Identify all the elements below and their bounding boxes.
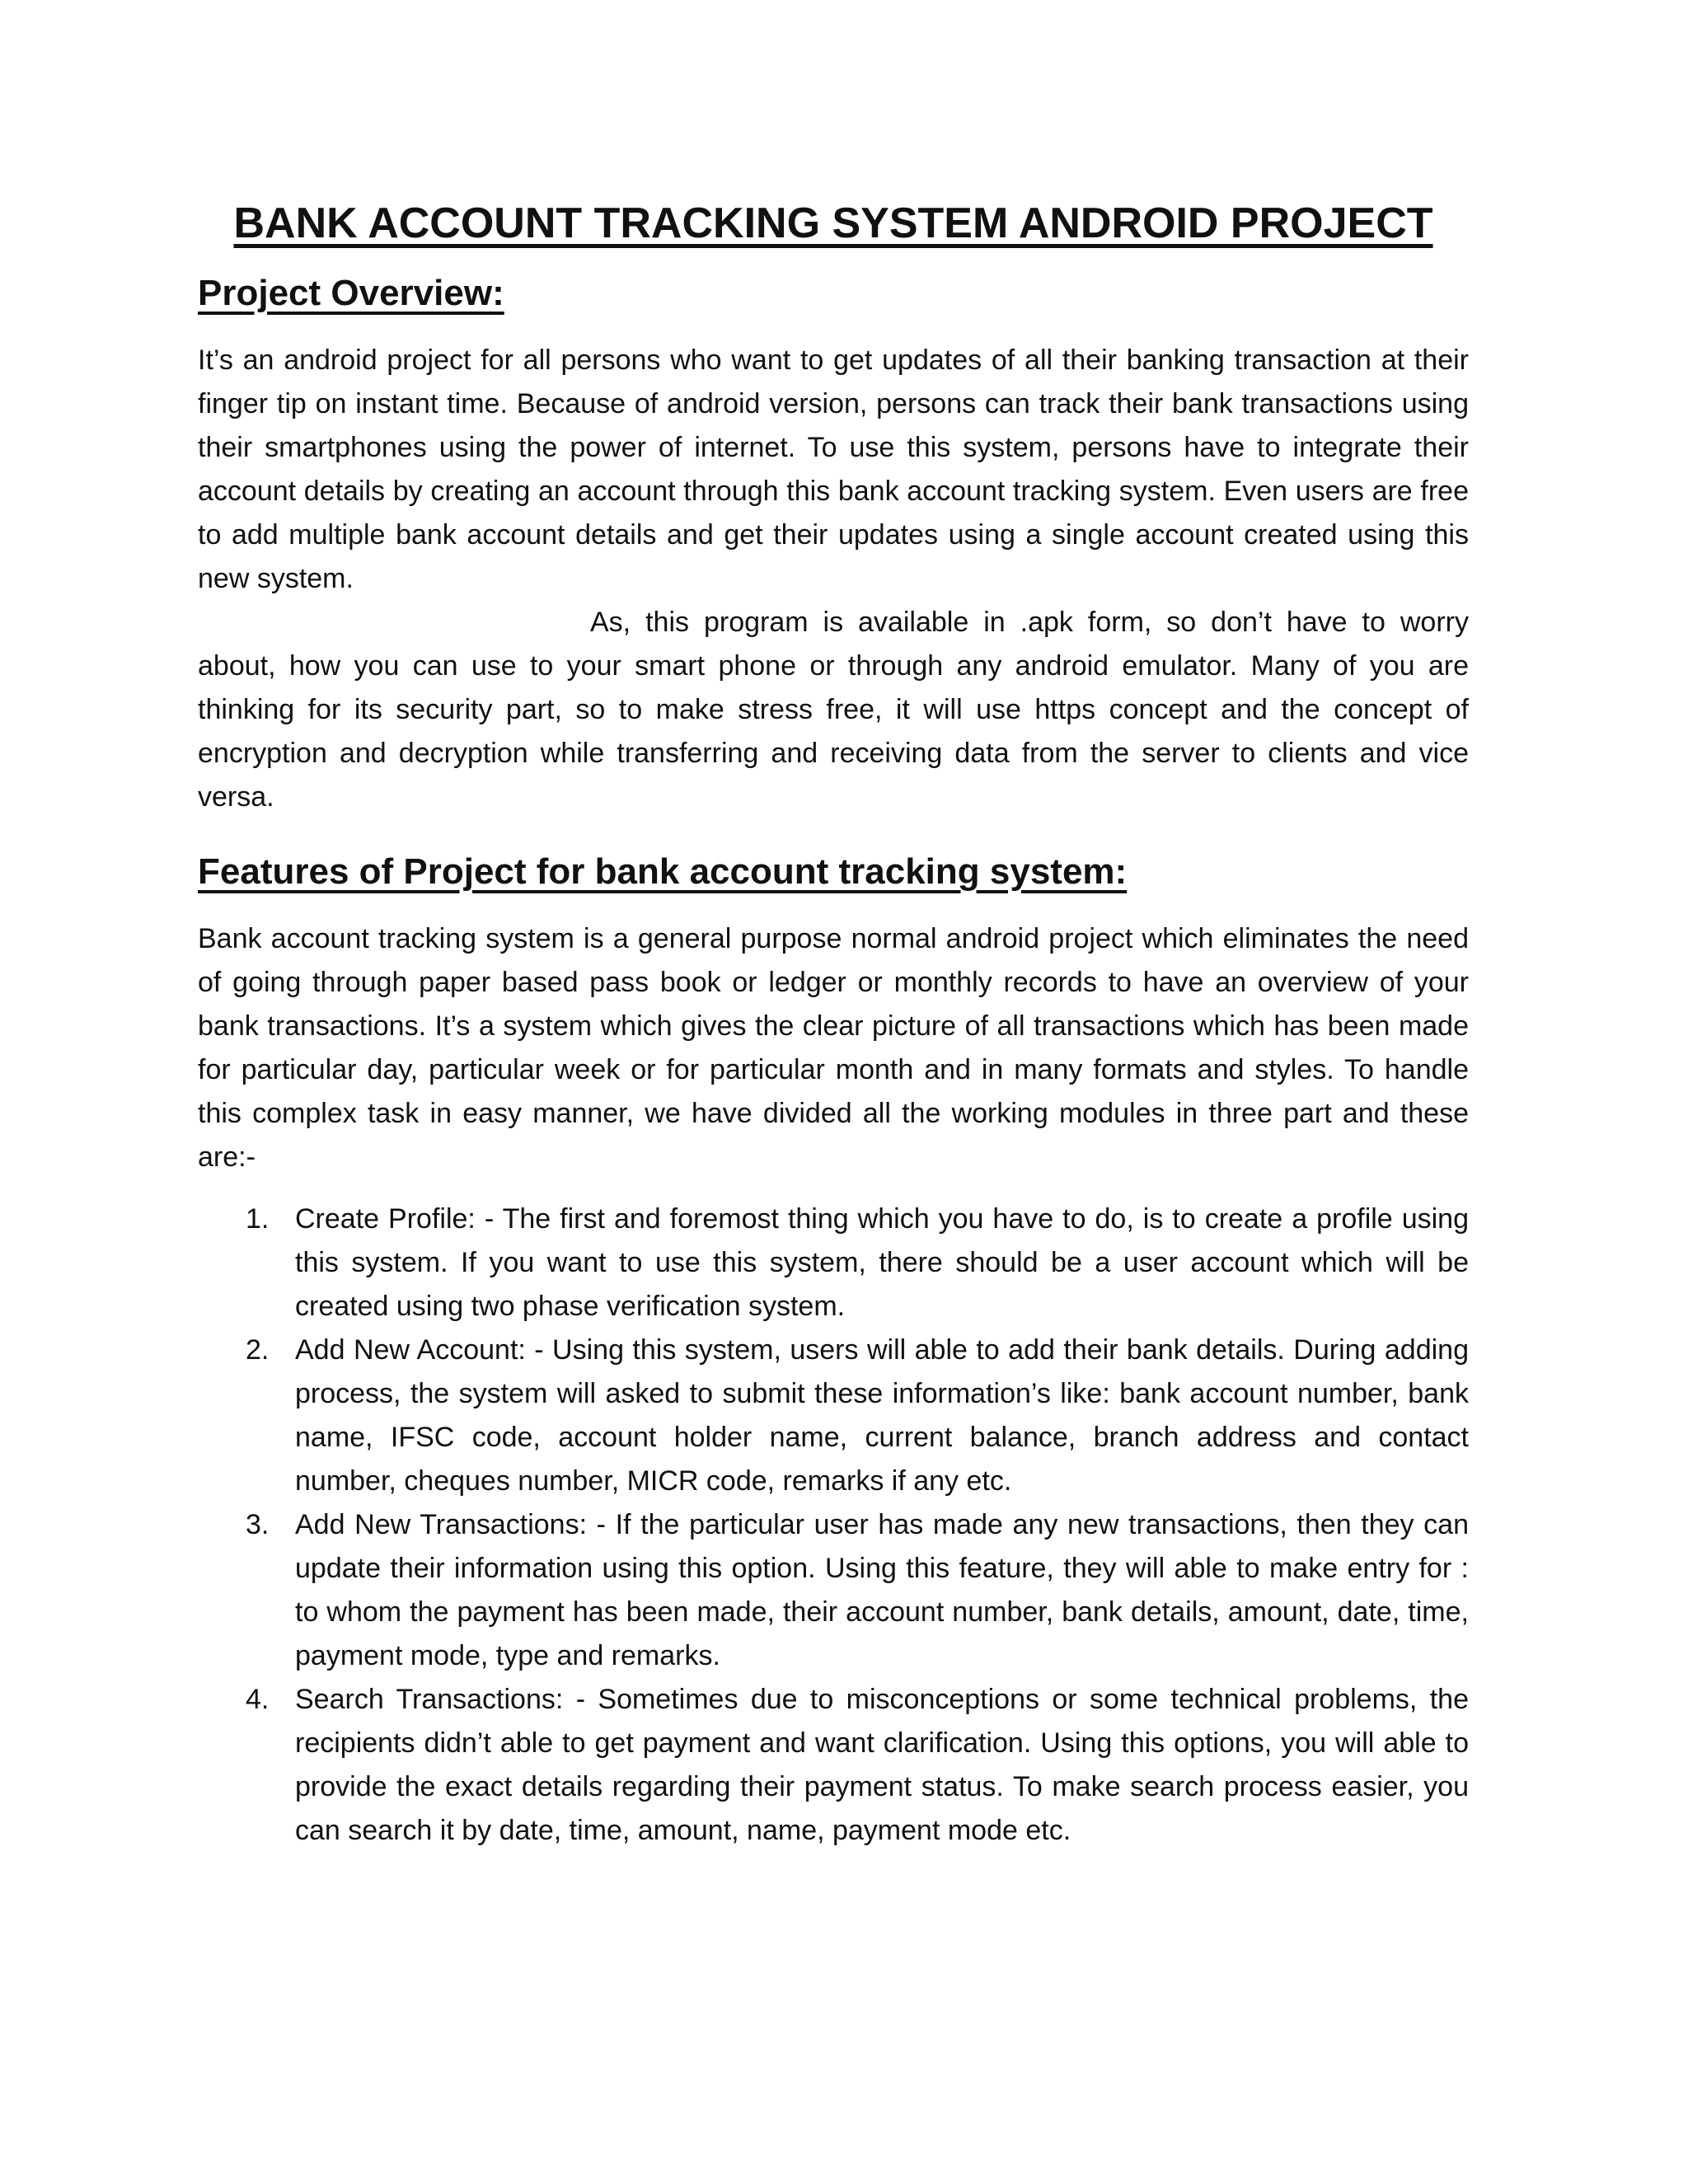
list-item-text: Add New Transactions: - If the particular user has made any new transactions, then they can update their information using this option. Using this feature, they will able to make entry for : to whom the payment has been made, their account number, bank details, amount, date, time, payment mode, type and remarks. <box>295 1508 1469 1671</box>
list-item-text: Add New Account: - Using this system, users will able to add their bank details. During adding process, the system will asked to submit these information’s like: bank account number, bank name, IFSC code, account holder name, current balance, branch address and contact number, cheques number, MICR code, remarks if any etc. <box>295 1333 1469 1497</box>
document-title: BANK ACCOUNT TRACKING SYSTEM ANDROID PROJECT <box>233 199 1433 247</box>
document-content <box>198 198 1469 1853</box>
list-item-number: 3. <box>246 1508 270 1540</box>
list-item-number: 1. <box>246 1202 270 1235</box>
list-item <box>198 1678 1469 1853</box>
section-spacer <box>198 819 1469 851</box>
features-intro-paragraph: Bank account tracking system is a general purpose normal android project which eliminates the need of going through paper based pass book or ledger or monthly records to have an overview of your bank transactions. It’s a system which gives the clear picture of all transactions which has been made for particular day, particular week or for particular month and in many formats and styles. To handle this complex task in easy manner, we have divided all the working modules in three part and these are:- <box>198 922 1469 1173</box>
section-heading-features: Features of Project for bank account tracking system: <box>198 851 1128 893</box>
overview-paragraph-2: As, this program is available in .apk form, so don’t have to worry about, how you can use to your smart phone or through any android emulator. Many of you are thinking for its security part, so to make stress free, it will use https concept and the concept of encryption and decryption while transferring and receiving data from the server to clients and vice versa. <box>198 607 1469 813</box>
list-item-text: Create Profile: - The first and foremost thing which you have to do, is to create a profile using this system. If you want to use this system, there should be a user account which will be created using two phase verification system. <box>295 1202 1469 1322</box>
list-item <box>198 1329 1469 1503</box>
list-spacer <box>198 1179 1469 1197</box>
section-heading-project-overview: Project Overview: <box>198 273 504 314</box>
list-item <box>198 1197 1469 1329</box>
list-item-number: 2. <box>246 1333 270 1366</box>
overview-paragraph-1: It’s an android project for all persons who want to get updates of all their banking transaction at their finger tip on instant time. Because of android version, persons can track their bank transactions using their smartphones using the power of internet. To use this system, persons have to integrate their account details by creating an account through this bank account tracking system. Even users are free to add multiple bank account details and get their updates using a single account created using this new system. <box>198 344 1469 595</box>
features-list <box>198 1197 1469 1853</box>
list-item-text: Search Transactions: - Sometimes due to misconceptions or some technical problems, the recipients didn’t able to get payment and want clarification. Using this options, you will able to provide the exact details regarding their payment status. To make search process easier, you can search it by date, time, amount, name, payment mode etc. <box>295 1683 1469 1846</box>
list-item <box>198 1503 1469 1678</box>
list-item-number: 4. <box>246 1683 270 1715</box>
